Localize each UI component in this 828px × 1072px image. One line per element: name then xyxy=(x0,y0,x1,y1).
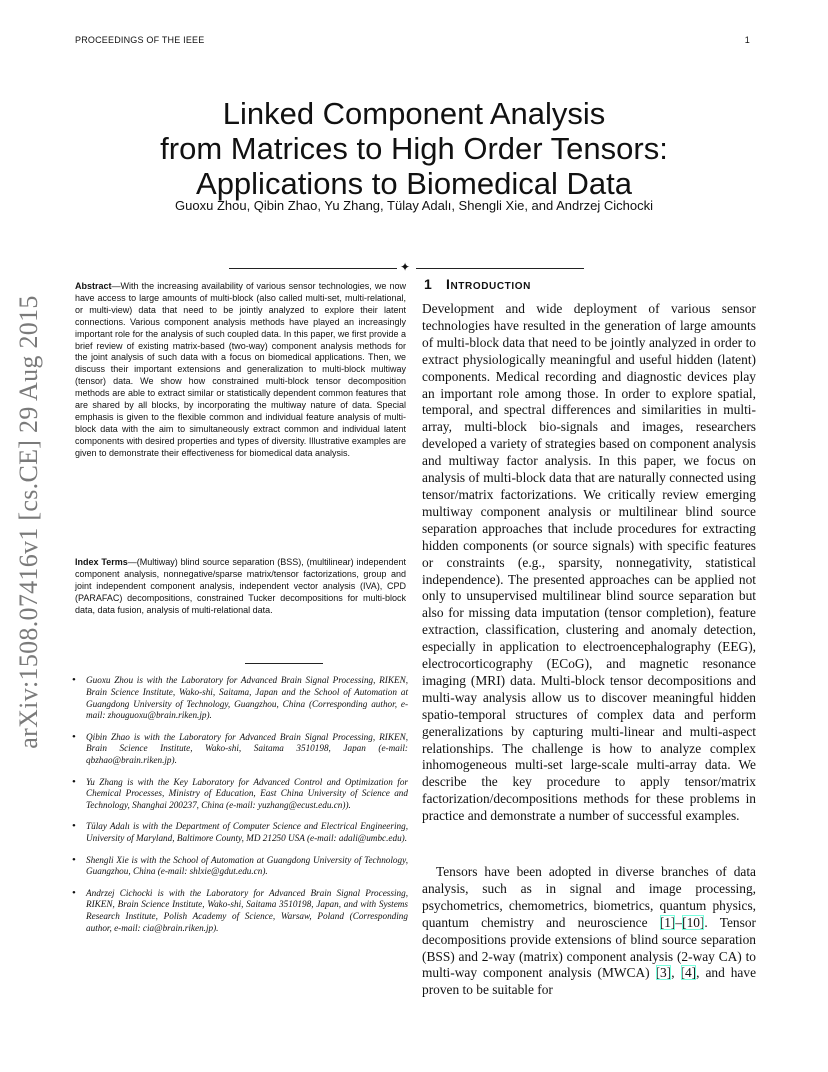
affiliation-item: • Andrzej Cichocki is with the Laboratory for Advanced Brain Signal Processing, RIKEN, Brain Science Institute, Wako-shi, Saitama 3510198, Japan, and with Systems Research Institute, Polish Academy of Science, Warsaw, Poland (Corresponding author, e-mail: cia@brain.riken.jp). xyxy=(72,888,408,935)
section-heading xyxy=(424,276,764,292)
affiliation-item: • Yu Zhang is with the Key Laboratory for Advanced Control and Optimization for Chemical Processes, Ministry of Education, East China University of Science and Technology, Shanghai 200237, China (e-mail: yuzhang@ecust.edu.cn)). xyxy=(72,777,408,812)
section-divider xyxy=(229,260,584,274)
divider-line-left xyxy=(229,268,397,269)
paper-title xyxy=(100,96,728,201)
index-terms-label: Index Terms xyxy=(75,557,128,567)
arxiv-stamp[interactable]: arXiv:1508.07416v1 [cs.CE] 29 Aug 2015 xyxy=(14,295,43,749)
paragraph-text: , xyxy=(671,965,681,981)
paragraph-text: . Tensor decompositions provide extensions of blind source separation (BSS) and 2-way (matrix) component analysis (2-way CA) to multi-way component analysis (MWCA) xyxy=(422,914,756,981)
citation-link[interactable]: [1] xyxy=(659,914,676,930)
title-line-2: from Matrices to High Order Tensors: xyxy=(160,130,668,166)
citation-link[interactable]: [4] xyxy=(680,965,697,981)
divider-line-right xyxy=(416,268,584,269)
section-number: 1 xyxy=(424,276,432,292)
index-terms xyxy=(75,557,406,617)
title-line-1: Linked Component Analysis xyxy=(222,95,606,131)
diamond-icon: ✦ xyxy=(400,260,411,274)
affiliation-item: • Tülay Adalı is with the Department of Computer Science and Electrical Engineering, University of Maryland, Baltimore County, MD 21250 USA (e-mail: adali@umbc.edu). xyxy=(72,821,408,845)
author-affiliations xyxy=(72,675,408,944)
citation-link[interactable]: [3] xyxy=(655,965,672,981)
author-list: Guoxu Zhou, Qibin Zhao, Yu Zhang, Tülay Adalı, Shengli Xie, and Andrzej Cichocki xyxy=(175,198,653,213)
page-number: 1 xyxy=(744,35,750,45)
body-paragraph xyxy=(422,864,756,999)
abstract-text: —With the increasing availability of various sensor technologies, we now have access to large amounts of multi-block (also called multi-set, multi-relational, or multi-view) data that need to be jointly analyzed to explore their latent connections. Various component analysis methods have played an increasingly important role for the analysis of such coupled data. In this paper, we first provide a brief review of existing matrix-based (two-way) component analysis methods for the joint analysis of such data with a focus on biomedical applications. Then, we discuss their important extensions and generalization to multi-block multiway (tensor) data. We show how constrained multi-block tensor decomposition methods are able to extract similar or statistically dependent common features that are shared by all blocks, by incorporating the multiway nature of data. Special emphasis is given to the flexible common and individual feature analysis of multi-block data with the aim to simultaneously extract common and individual latent components with desired properties and types of diversity. Illustrative examples are given to demonstrate their effectiveness for biomedical data analysis. xyxy=(75,281,406,458)
body-paragraph: Development and wide deployment of various sensor technologies have resulted in the generation of large amounts of multi-block data that need to be jointly analyzed in order to extract physiologically meaningful and useful hidden (latent) components. Medical recording and diagnostic devices play an important role among those. In order to explore spatial, temporal, and spectral differences and similarities in multi-array, multi-block bio-signals and images, researchers developed a variety of strategies based on component analysis and multiway factor analysis. In this paper, we focus on analysis of multi-block data that are naturally connected using tensor/matrix factorizations. We critically review emerging multiway component analysis or multilinear blind source separation approaches that include procedures for extracting hidden components (or source signals) with specific features or constraints (e.g., sparsity, nonnegativity, statistical independence). The presented approaches can be applied not only to unsupervised multilinear blind source separation but also for missing data imputation (tensor completion), feature extraction, classification, clustering and anomaly detection, especially in application to electroencephalography (EEG), electrocorticography (ECoG), and magnetic resonance imaging (MRI) data. Multi-block tensor decompositions and multi-way analysis allow us to discover meaningful hidden spatio-temporal structures of complex data and perform generalizations by capturing multi-linear and multi-aspect relationships. The challenge is how to analyze complex inhomogeneous multi-set large-scale multi-array data. We describe the key procedure to apply tensor/matrix factorization/decompositions methods for these problems in practice and demonstrate a number of successful examples. xyxy=(422,301,756,824)
title-line-3: Applications to Biomedical Data xyxy=(196,165,632,201)
citation-link[interactable]: [10] xyxy=(682,914,705,930)
footnote-rule xyxy=(245,663,323,664)
paragraph-text: Tensors have been adopted in diverse branches of data analysis, such as in signal and image processing, psychometrics, chemometrics, biometrics, quantum physics, quantum chemistry and neuroscience xyxy=(422,864,756,930)
affiliation-item: • Guoxu Zhou is with the Laboratory for Advanced Brain Signal Processing, RIKEN, Brain Science Institute, Wako-shi, Saitama, Japan and the School of Automation at Guangdong University of Technology, Guangzhou, China (Corresponding author, e-mail: zhouguoxu@brain.riken.jp). xyxy=(72,675,408,722)
journal-header: PROCEEDINGS OF THE IEEE xyxy=(75,35,205,45)
paragraph-text: – xyxy=(675,914,683,930)
abstract-label: Abstract xyxy=(75,281,112,291)
abstract xyxy=(75,281,406,460)
paragraph-text: , and have proven to be suitable for xyxy=(422,965,757,998)
section-title: Introduction xyxy=(446,276,531,292)
index-terms-text: —(Multiway) blind source separation (BSS), (multilinear) independent component analysis, nonnegative/sparse matrix/tensor factorizations, group and joint independent component analysis, independent vector analysis (IVA), CPD (PARAFAC) decompositions, constrained Tucker decompositions for multi-block data, data fusion, analysis of multi-relational data. xyxy=(75,557,406,615)
affiliation-item: • Shengli Xie is with the School of Automation at Guangdong University of Technology, Guangzhou, China (e-mail: shlxie@gdut.edu.cn). xyxy=(72,855,408,879)
affiliation-item: • Qibin Zhao is with the Laboratory for Advanced Brain Signal Processing, RIKEN, Brain Science Institute, Wako-shi, Saitama 3510198, Japan (e-mail: qbzhao@brain.riken.jp). xyxy=(72,732,408,767)
